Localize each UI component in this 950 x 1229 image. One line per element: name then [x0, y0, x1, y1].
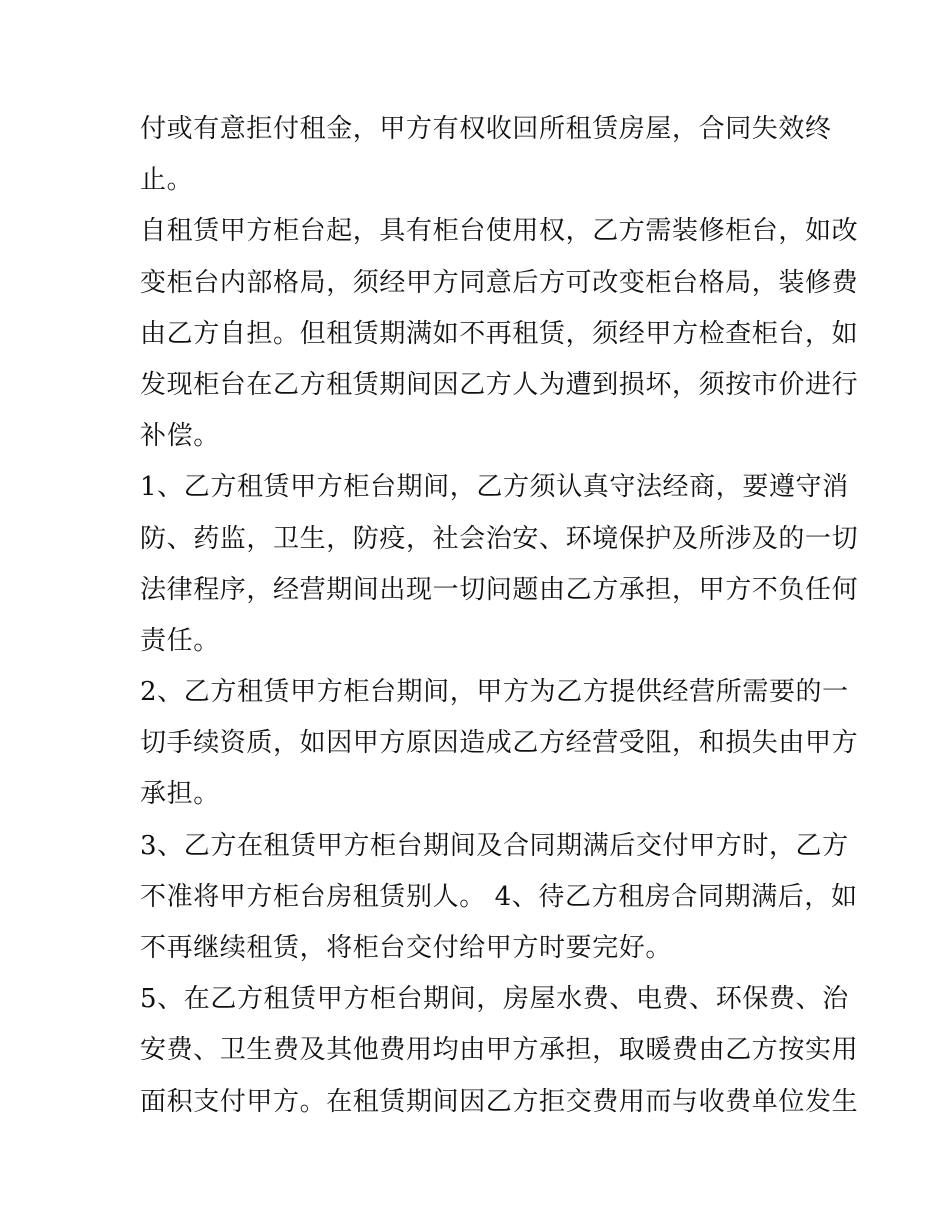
text-line: 3、乙方在租赁甲方柜台期间及合同期满后交付甲方时，乙方	[140, 830, 849, 861]
text-line: 止。	[140, 165, 194, 196]
text-line: 5、在乙方租赁甲方柜台期间，房屋水费、电费、环保费、治	[140, 984, 849, 1015]
text-line: 承担。	[140, 779, 220, 810]
text-line: 防、药监，卫生，防疫，社会治安、环境保护及所涉及的一切	[140, 523, 859, 554]
text-line: 变柜台内部格局，须经甲方同意后方可改变柜台格局，装修费	[140, 267, 859, 298]
text-line: 不再继续租赁，将柜台交付给甲方时要完好。	[140, 933, 673, 963]
text-line: 安费、卫生费及其他费用均由甲方承担，取暖费由乙方按实用	[140, 1035, 859, 1066]
text-line: 责任。	[140, 625, 220, 656]
paragraph-clause-3-4	[140, 821, 858, 975]
paragraph-termination-clause	[140, 104, 832, 206]
text-line: 自租赁甲方柜台起，具有柜台使用权，乙方需装修柜台，如改	[140, 216, 859, 247]
text-line: 由乙方自担。但租赁期满如不再租赁，须经甲方检查柜台，如	[140, 318, 859, 349]
text-line: 补偿。	[140, 421, 220, 452]
paragraph-clause-2	[140, 667, 859, 821]
text-line: 面积支付甲方。在租赁期间因乙方拒交费用而与收费单位发生	[140, 1086, 859, 1117]
document-body	[140, 104, 859, 1128]
text-line: 付或有意拒付租金，甲方有权收回所租赁房屋，合同失效终	[140, 114, 832, 144]
text-line: 不准将甲方柜台房租赁别人。 4、待乙方租房合同期满后，如	[140, 881, 858, 912]
paragraph-clause-5	[140, 974, 859, 1128]
text-line: 切手续资质，如因甲方原因造成乙方经营受阻，和损失由甲方	[140, 728, 859, 759]
text-line: 2、乙方租赁甲方柜台期间，甲方为乙方提供经营所需要的一	[140, 677, 849, 708]
text-line: 法律程序，经营期间出现一切问题由乙方承担，甲方不负任何	[140, 574, 859, 605]
paragraph-clause-1	[140, 462, 859, 667]
paragraph-counter-renovation	[140, 206, 859, 462]
text-line: 发现柜台在乙方租赁期间因乙方人为遭到损坏，须按市价进行	[140, 369, 859, 400]
text-line: 1、乙方租赁甲方柜台期间，乙方须认真守法经商，要遵守消	[140, 472, 849, 503]
